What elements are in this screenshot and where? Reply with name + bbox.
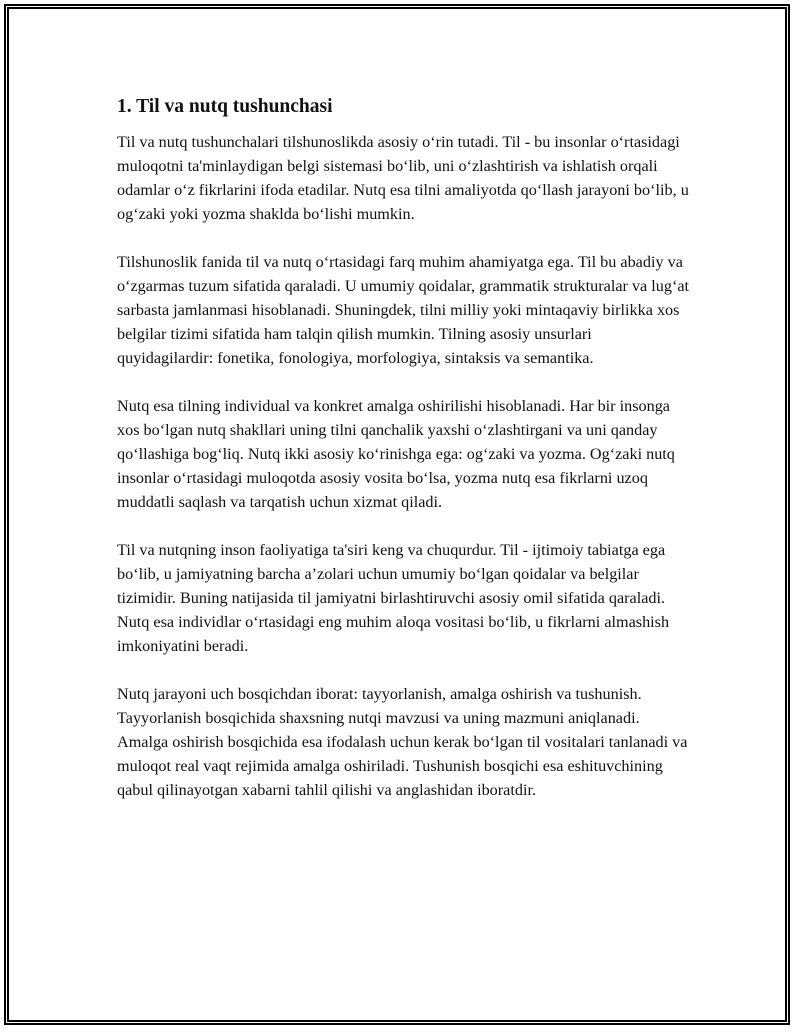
- paragraph-4: Til va nutqning inson faoliyatiga ta'siri keng va chuqurdur. Til - ijtimoiy tabiatga ega bo‘lib, u jamiyatning barcha a’zolari uchun umumiy bo‘lgan qoidalar va belgilar tizimidir. Buning natijasida til jamiyatni birlashtiruvchi asosiy omil sifatida qaraladi. Nutq esa individlar o‘rtasidagi eng muhim aloqa vositasi bo‘lib, u fikrlarni almashish imkoniyatini beradi.: [117, 541, 670, 655]
- paragraph-1: Til va nutq tushunchalari tilshunoslikda asosiy o‘rin tutadi. Til - bu insonlar o‘rtasidagi muloqotni ta'minlaydigan belgi sistemasi bo‘lib, uni o‘zlashtirish va ishlatish orqali odamlar o‘z fikrlarini ifoda etadilar. Nutq esa tilni amaliyotda qo‘llash jarayoni bo‘lib, u og‘zaki yoki yozma shaklda bo‘lishi mumkin.: [117, 133, 689, 223]
- paragraph-5: Nutq jarayoni uch bosqichdan iborat: tayyorlanish, amalga oshirish va tushunish. Tayyorlanish bosqichida shaxsning nutqi mavzusi va uning mazmuni aniqlanadi. Amalga oshirish bosqichida esa ifodalash uchun kerak bo‘lgan til vositalari tanlanadi va muloqot real vaqt rejimida amalga oshiriladi. Tushunish bosqichi esa eshituvchining qabul qilinayotgan xabarni tahlil qilishi va anglashidan iboratdir.: [117, 685, 688, 799]
- paragraph-3: Nutq esa tilning individual va konkret amalga oshirilishi hisoblanadi. Har bir insonga xos bo‘lgan nutq shakllari uning tilni qanchalik yaxshi o‘zlashtirgani va uni qanday qo‘llashiga bog‘liq. Nutq ikki asosiy ko‘rinishga ega: og‘zaki va yozma. Og‘zaki nutq insonlar o‘rtasidagi muloqotda asosiy vosita bo‘lsa, yozma nutq esa fikrlarni uzoq muddatli saqlash va tarqatish uchun xizmat qiladi.: [117, 397, 675, 511]
- paragraph-2: Tilshunoslik fanida til va nutq o‘rtasidagi farq muhim ahamiyatga ega. Til bu abadiy va o‘zgarmas tuzum sifatida qaraladi. U umumiy qoidalar, grammatik strukturalar va lug‘at sarbasta jamlanmasi hisoblanadi. Shuningdek, tilni milliy yoki mintaqaviy birlikka xos belgilar tizimi sifatida ham talqin qilish mumkin. Tilning asosiy unsurlari quyidagilardir: fonetika, fonologiya, morfologiya, sintaksis va semantika.: [117, 253, 690, 367]
- document-body: [117, 94, 692, 826]
- section-title: 1. Til va nutq tushunchasi: [117, 96, 333, 117]
